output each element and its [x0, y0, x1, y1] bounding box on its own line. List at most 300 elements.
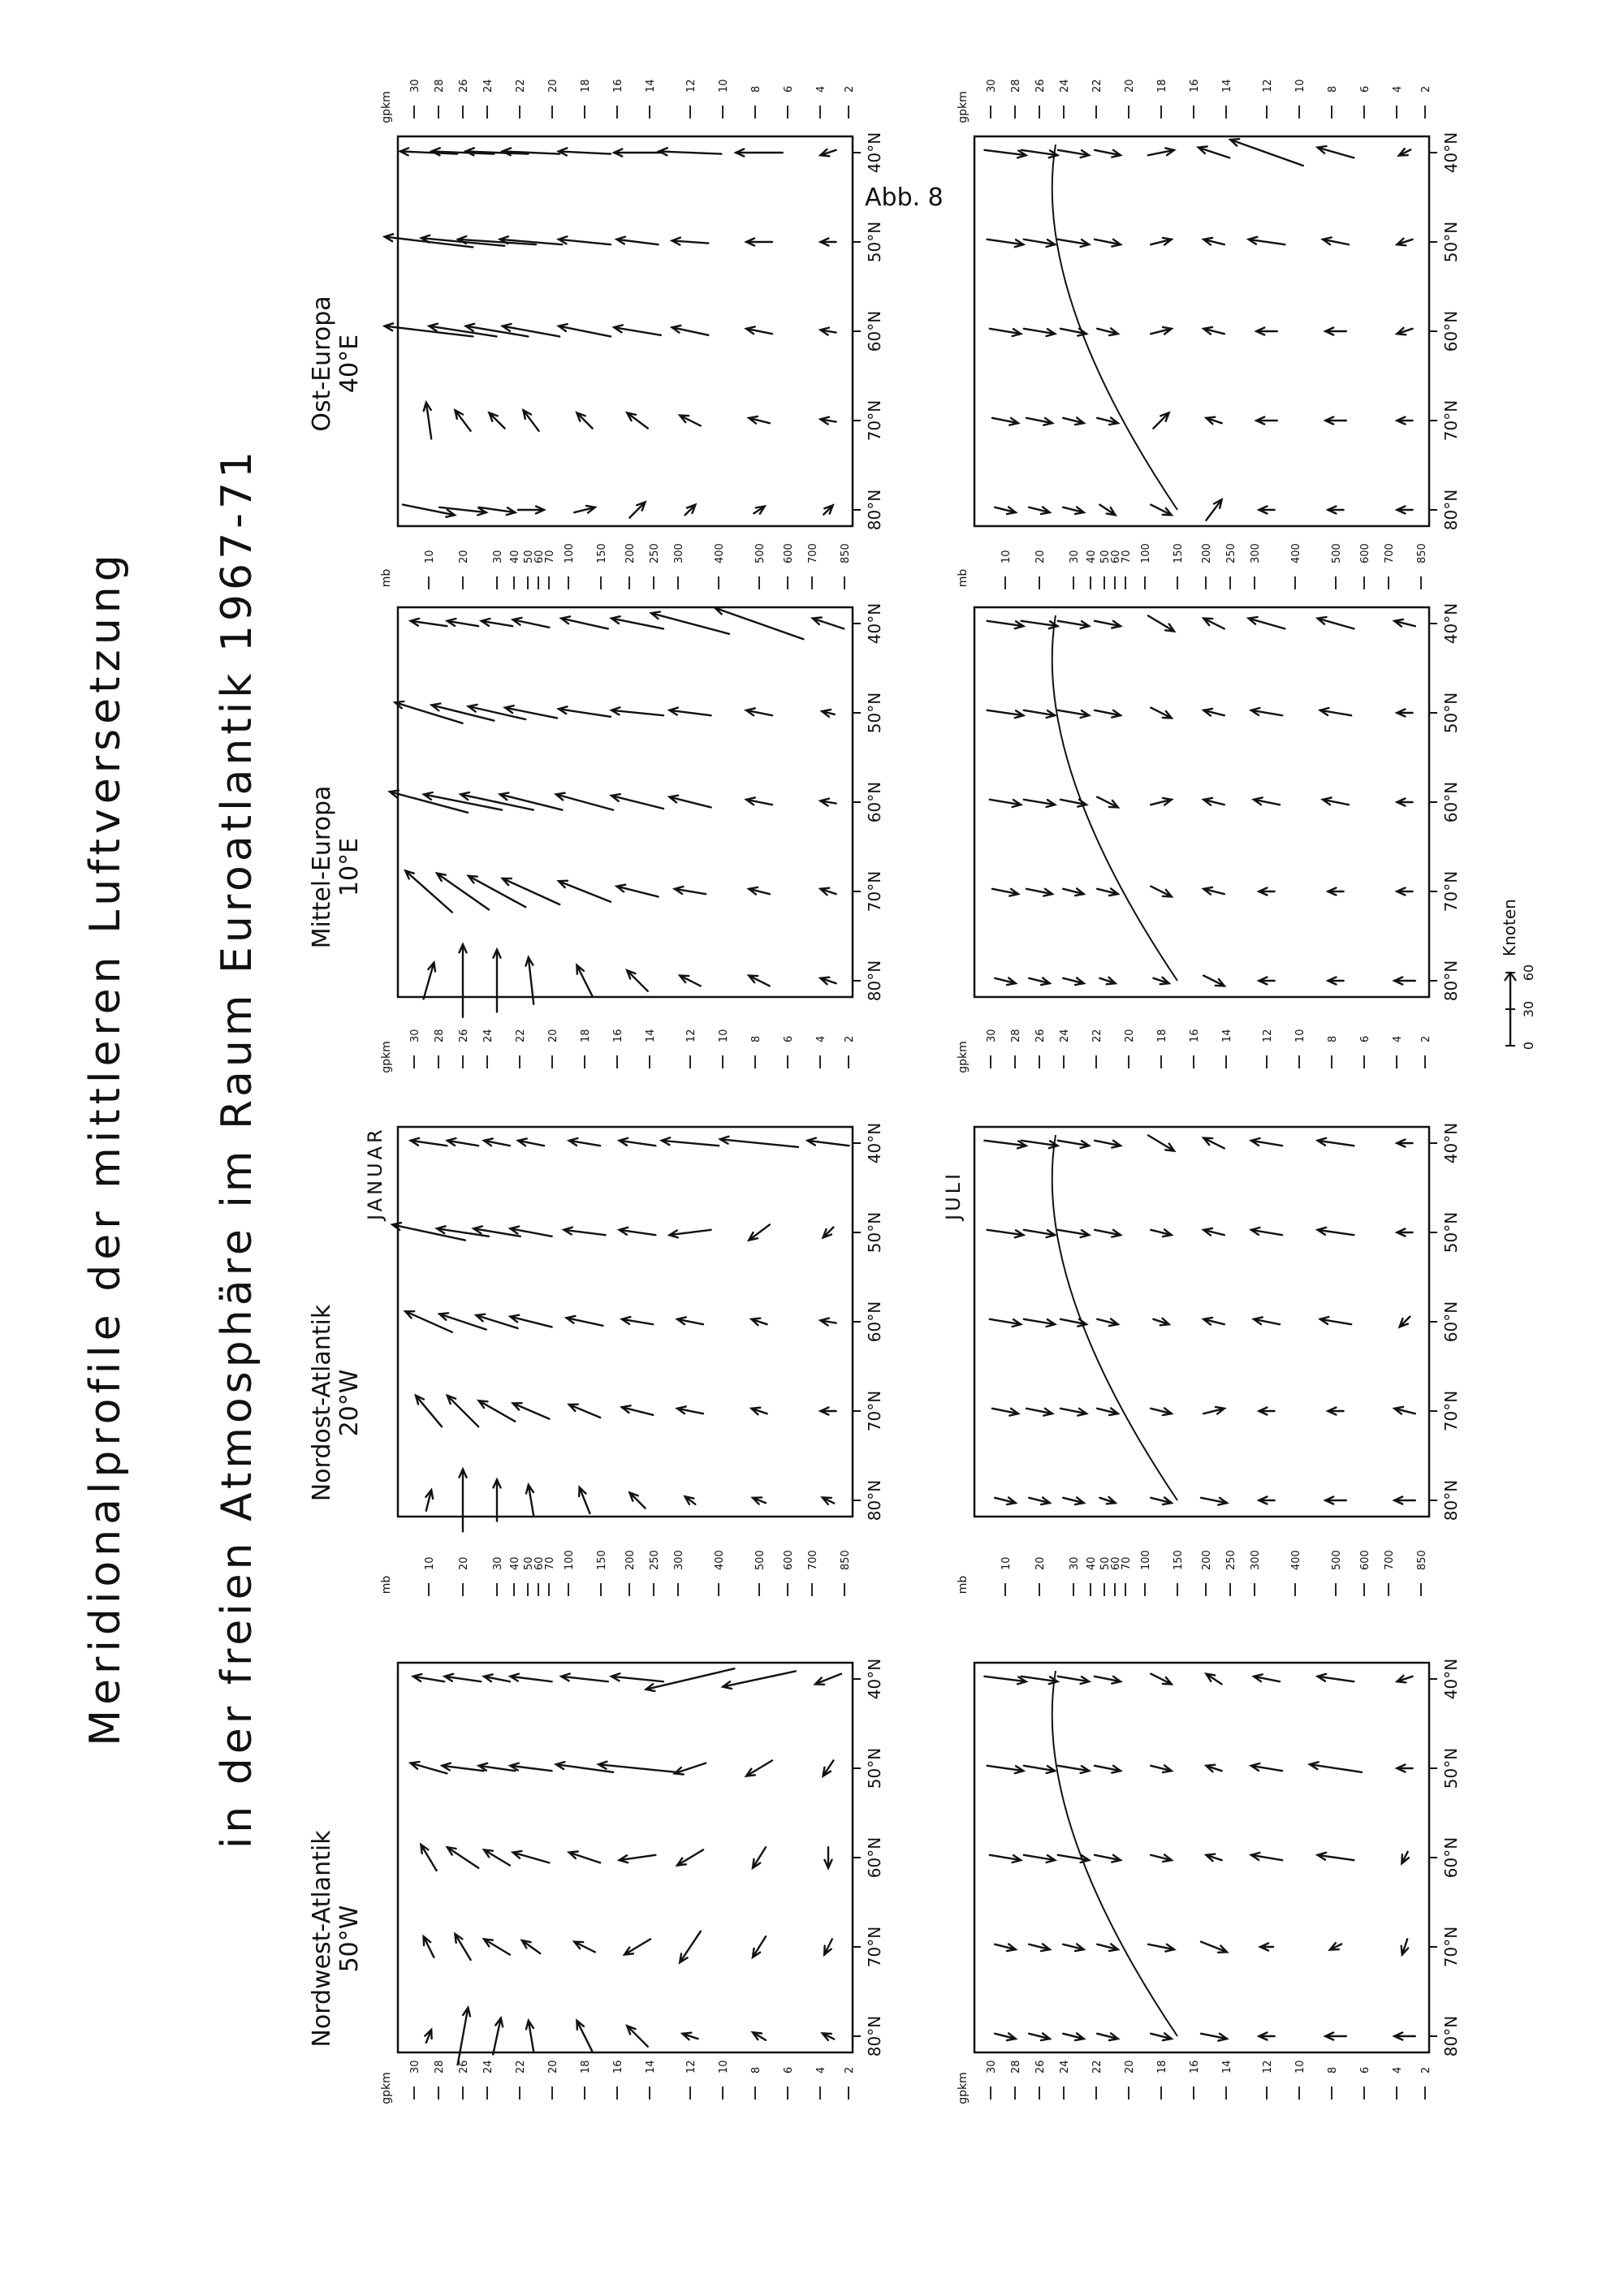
mb-tick-label: 600	[1359, 543, 1371, 563]
wind-vector	[823, 1228, 834, 1238]
lat-tick-label: 60°N	[1441, 781, 1461, 823]
wind-vector	[1097, 888, 1118, 896]
gpkm-tick-label: 6	[1359, 85, 1371, 93]
wind-vector	[479, 1400, 516, 1422]
mb-tick-label: 300	[673, 1550, 685, 1570]
wind-vector	[1095, 621, 1121, 628]
wind-vector	[1095, 1677, 1121, 1684]
mb-tick-label: 300	[1250, 543, 1262, 563]
mb-tick-label: 70	[1121, 550, 1133, 563]
gpkm-tick-label: 24	[482, 79, 495, 93]
lat-tick-label: 40°N	[1441, 1122, 1461, 1164]
wind-vector	[622, 1405, 653, 1415]
gpkm-tick-label: 22	[1091, 2060, 1104, 2074]
wind-vector	[1026, 1409, 1052, 1416]
wind-vector	[598, 1762, 676, 1772]
mb-tick-label: 60	[533, 550, 546, 563]
wind-vector	[1095, 710, 1121, 718]
wind-vector	[494, 950, 501, 1012]
wind-vector	[458, 2008, 470, 2065]
mb-tick-label: 100	[1140, 543, 1152, 563]
wind-vector	[466, 324, 529, 337]
wind-vector	[753, 1847, 766, 1868]
wind-vector	[1097, 328, 1118, 335]
gpkm-tick-label: 12	[685, 2060, 698, 2074]
wind-vector	[577, 412, 592, 428]
wind-vector	[1397, 507, 1412, 514]
gpkm-tick-label: 20	[547, 79, 559, 93]
wind-vector	[990, 1319, 1021, 1327]
wind-vector	[1318, 1674, 1354, 1681]
wind-vector	[669, 708, 710, 716]
gpkm-tick-label: 14	[645, 2060, 657, 2074]
wind-vector	[1203, 238, 1224, 245]
wind-vector	[1063, 978, 1084, 985]
lat-tick-label: 80°N	[865, 2015, 884, 2057]
wind-vector	[460, 1470, 467, 1532]
mb-tick-label: 150	[596, 543, 608, 563]
lat-tick-label: 50°N	[865, 221, 884, 263]
mb-tick-label: 20	[1034, 550, 1047, 563]
wind-vector	[1397, 239, 1412, 246]
wind-vector	[995, 2033, 1016, 2040]
gpkm-tick-label: 20	[1124, 79, 1136, 93]
wind-vector	[746, 797, 772, 805]
scale-tick-label: 30	[1521, 1000, 1536, 1018]
wind-vector	[1097, 797, 1118, 808]
gpkm-tick-label: 8	[1327, 1035, 1339, 1042]
mb-tick-label: 250	[1225, 543, 1237, 563]
panel-juli-0	[974, 1663, 1437, 2052]
wind-vector	[669, 1230, 710, 1238]
mb-tick-label: 70	[544, 550, 556, 563]
wind-vector	[559, 148, 611, 155]
gpkm-tick-label: 20	[547, 1029, 559, 1042]
gpkm-tick-label: 12	[685, 1029, 698, 1042]
wind-vector	[616, 237, 658, 245]
gpkm-tick-label: 22	[1091, 1029, 1104, 1042]
wind-vector	[680, 416, 701, 426]
wind-vector	[1251, 1228, 1282, 1235]
wind-vector	[620, 1855, 656, 1862]
mb-tick-label: 20	[1034, 1556, 1047, 1570]
wind-vector	[992, 889, 1018, 896]
wind-vector	[984, 150, 1026, 158]
gpkm-tick-label: 4	[1392, 1035, 1404, 1042]
mb-tick-label: 40	[509, 1556, 521, 1570]
wind-vector	[1397, 1229, 1412, 1236]
wind-vector	[518, 1138, 544, 1146]
lat-tick-label: 40°N	[865, 1122, 884, 1164]
wind-vector	[659, 148, 722, 155]
wind-vector	[510, 1674, 551, 1682]
wind-vector	[518, 507, 544, 514]
mb-tick-label: 70	[544, 1556, 556, 1570]
wind-vector	[1254, 1317, 1280, 1324]
gpkm-tick-label: 16	[1189, 2060, 1201, 2074]
gpkm-tick-label: 10	[1294, 2060, 1307, 2074]
gpkm-tick-label: 12	[1262, 79, 1274, 93]
wind-vector	[992, 418, 1018, 425]
gpkm-tick-label: 28	[434, 2060, 446, 2074]
wind-vector	[1058, 710, 1089, 718]
wind-vector	[824, 1939, 832, 1954]
scale-unit-label: Knoten	[1500, 899, 1519, 956]
wind-vector	[1063, 2033, 1084, 2040]
lat-tick-label: 80°N	[865, 1479, 884, 1521]
wind-vector	[1148, 615, 1174, 631]
gpkm-tick-label: 6	[783, 2066, 795, 2074]
wind-vector	[1400, 1317, 1410, 1327]
lat-tick-label: 80°N	[1441, 1479, 1461, 1521]
lat-tick-label: 70°N	[1441, 399, 1461, 442]
wind-vector	[1203, 1138, 1224, 1149]
wind-vector	[751, 1408, 767, 1415]
gpkm-tick-label: 16	[1189, 79, 1201, 93]
gpkm-tick-label: 18	[1156, 2060, 1168, 2074]
wind-vector	[1251, 1763, 1282, 1771]
gpkm-tick-label: 30	[409, 2060, 421, 2074]
wind-vector	[753, 1936, 766, 1957]
wind-vector	[432, 704, 495, 721]
wind-vector	[503, 148, 559, 155]
region-longitude: 20°W	[335, 1369, 364, 1437]
mb-tick-label: 20	[458, 1556, 470, 1570]
mb-tick-label: 500	[1331, 543, 1343, 563]
wind-vector	[1201, 1942, 1227, 1953]
wind-vector	[561, 1674, 608, 1682]
gpkm-tick-label: 28	[1010, 79, 1022, 93]
wind-vector	[746, 708, 772, 715]
wind-vector	[460, 944, 467, 1017]
wind-vector	[1328, 507, 1343, 514]
wind-vector	[1058, 150, 1089, 158]
wind-vector	[627, 412, 648, 428]
wind-vector	[1254, 1674, 1280, 1681]
wind-vector	[1201, 1498, 1227, 1505]
mb-tick-label: 50	[1099, 1556, 1112, 1570]
wind-vector	[823, 1760, 834, 1776]
wind-vector	[484, 1939, 510, 1954]
wind-vector	[526, 2021, 533, 2052]
wind-vector	[1259, 1497, 1274, 1504]
wind-vector	[559, 706, 611, 717]
gpkm-tick-label: 18	[1156, 1029, 1168, 1042]
wind-vector	[616, 885, 658, 897]
gpkm-tick-label: 26	[458, 1029, 470, 1042]
wind-vector	[746, 326, 772, 334]
wind-vector	[614, 325, 661, 334]
wind-vector	[1058, 1677, 1089, 1684]
mb-tick-label: 250	[649, 1550, 661, 1570]
lat-tick-label: 70°N	[865, 1390, 884, 1432]
wind-vector	[424, 403, 431, 439]
mb-tick-label: 700	[1384, 543, 1396, 563]
mb-axis-title: mb	[380, 568, 393, 588]
tropopause-curve	[1052, 1671, 1177, 2036]
wind-vector	[445, 1674, 482, 1681]
wind-vector	[455, 410, 470, 431]
wind-vector	[627, 2026, 648, 2047]
lat-tick-label: 70°N	[1441, 870, 1461, 913]
wind-vector	[1203, 887, 1224, 895]
wind-vector	[822, 710, 835, 717]
wind-vector	[611, 1673, 663, 1681]
wind-vector	[1397, 328, 1412, 335]
lat-tick-label: 60°N	[865, 781, 884, 823]
lat-tick-label: 50°N	[1441, 1211, 1461, 1254]
mb-tick-label: 500	[754, 543, 767, 563]
wind-vector	[1394, 2033, 1415, 2040]
gpkm-tick-label: 18	[1156, 79, 1168, 93]
wind-vector	[1320, 1317, 1351, 1324]
wind-vector	[651, 612, 729, 634]
gpkm-tick-label: 12	[1262, 1029, 1274, 1042]
wind-vector	[1058, 1230, 1089, 1237]
wind-vector	[1148, 1944, 1174, 1952]
wind-vector	[1029, 1944, 1050, 1951]
mb-tick-label: 500	[1331, 1550, 1343, 1570]
lat-tick-label: 80°N	[1441, 2015, 1461, 2057]
mb-axis-title: mb	[380, 1575, 393, 1595]
gpkm-tick-label: 2	[1420, 2066, 1432, 2074]
wind-vector	[1397, 710, 1412, 717]
wind-vector	[1151, 1408, 1172, 1415]
wind-vector	[561, 616, 608, 628]
gpkm-tick-label: 14	[645, 79, 657, 93]
wind-vector	[1397, 888, 1412, 896]
wind-vector	[523, 410, 538, 431]
wind-vector	[995, 1497, 1016, 1504]
wind-vector	[820, 328, 836, 335]
gpkm-tick-label: 2	[1420, 85, 1432, 93]
gpkm-tick-label: 12	[1262, 2060, 1274, 2074]
gpkm-tick-label: 26	[458, 79, 470, 93]
gpkm-tick-label: 2	[1420, 1035, 1432, 1042]
tropopause-curve	[1052, 1135, 1177, 1500]
wind-vector	[995, 507, 1016, 514]
lat-tick-label: 60°N	[865, 310, 884, 352]
mb-tick-label: 50	[523, 1556, 535, 1570]
gpkm-axis-title: gpkm	[380, 1041, 393, 1073]
lat-tick-label: 80°N	[865, 960, 884, 1002]
wind-vector	[723, 1671, 796, 1689]
region-longitude: 40°E	[335, 334, 364, 394]
wind-vector	[1206, 1854, 1221, 1862]
wind-vector	[1063, 888, 1084, 896]
region-longitude: 10°E	[335, 837, 364, 897]
gpkm-tick-label: 22	[515, 2060, 527, 2074]
wind-vector	[990, 1855, 1021, 1862]
wind-vector	[577, 965, 592, 996]
gpkm-tick-label: 10	[1294, 79, 1307, 93]
gpkm-tick-label: 30	[986, 79, 998, 93]
wind-vector	[746, 239, 772, 246]
wind-vector	[442, 1763, 483, 1772]
gpkm-tick-label: 14	[1221, 2060, 1233, 2074]
gpkm-tick-label: 10	[718, 1029, 730, 1042]
wind-vector	[1323, 797, 1349, 805]
mb-tick-label: 60	[533, 1556, 546, 1570]
gpkm-tick-label: 26	[458, 2060, 470, 2074]
wind-vector	[1151, 1674, 1172, 1685]
wind-vector	[1029, 978, 1050, 985]
wind-vector	[1058, 621, 1089, 628]
wind-vector	[1203, 976, 1224, 986]
mb-tick-label: 10	[424, 550, 436, 563]
wind-vector	[1394, 1497, 1415, 1504]
gpkm-tick-label: 8	[750, 85, 762, 93]
wind-vector	[1024, 1230, 1055, 1237]
wind-vector	[395, 701, 462, 723]
wind-vector	[1097, 1318, 1118, 1326]
wind-vector	[622, 1317, 653, 1324]
wind-vector	[677, 1849, 703, 1865]
wind-vector	[677, 1406, 703, 1413]
wind-vector	[484, 1849, 510, 1865]
panel-januar-2	[390, 607, 861, 1017]
wind-vector	[1323, 237, 1349, 244]
lat-tick-label: 80°N	[1441, 960, 1461, 1002]
wind-vector	[1397, 417, 1412, 425]
wind-vector	[577, 2021, 592, 2052]
wind-vector	[1095, 1141, 1121, 1148]
wind-vector	[1256, 417, 1277, 425]
wind-vector	[493, 2018, 503, 2055]
wind-vector	[662, 1137, 719, 1146]
wind-vector	[1095, 1230, 1121, 1237]
gpkm-tick-label: 6	[783, 1035, 795, 1042]
gpkm-tick-label: 28	[1010, 2060, 1022, 2074]
gpkm-tick-label: 2	[844, 2066, 856, 2074]
wind-vector	[1259, 507, 1274, 514]
gpkm-tick-label: 16	[612, 2060, 624, 2074]
gpkm-tick-label: 8	[750, 1035, 762, 1042]
gpkm-tick-label: 20	[1124, 2060, 1136, 2074]
wind-vector	[611, 707, 663, 715]
panel-juli-1	[974, 1127, 1437, 1517]
wind-vector	[620, 1228, 656, 1235]
wind-vector	[1402, 1939, 1409, 1954]
wind-vector	[1095, 1766, 1121, 1773]
wind-vector	[749, 1224, 770, 1240]
lat-tick-label: 50°N	[1441, 1747, 1461, 1789]
wind-vector	[567, 1316, 603, 1326]
wind-vector	[820, 888, 836, 896]
wind-vector	[1095, 150, 1121, 158]
wind-vector	[447, 1847, 478, 1868]
wind-vector	[564, 1228, 605, 1236]
mb-tick-label: 50	[523, 550, 535, 563]
gpkm-tick-label: 14	[1221, 1029, 1233, 1042]
wind-vector	[736, 149, 783, 157]
mb-tick-label: 700	[807, 543, 819, 563]
mb-tick-label: 40	[509, 550, 521, 563]
wind-vector	[411, 1138, 447, 1146]
gpkm-tick-label: 16	[612, 1029, 624, 1042]
wind-vector	[1397, 799, 1412, 806]
wind-vector	[1097, 2033, 1118, 2040]
gpkm-tick-label: 4	[815, 1035, 827, 1042]
lat-tick-label: 80°N	[865, 489, 884, 531]
scale-tick-label: 60	[1521, 964, 1536, 982]
wind-vector	[1026, 418, 1052, 425]
wind-vector	[675, 887, 706, 894]
wind-vector	[1206, 417, 1221, 425]
wind-vector	[455, 1934, 470, 1960]
figure-title-line1: Meridionalprofile der mittleren Luftversetzung	[81, 550, 130, 1746]
wind-vector	[1099, 505, 1115, 516]
wind-vector	[522, 1940, 540, 1953]
wind-vector	[503, 878, 559, 904]
panel-januar-3	[385, 136, 861, 526]
gpkm-tick-label: 2	[844, 85, 856, 93]
wind-vector	[1259, 1408, 1274, 1415]
wind-vector	[992, 1409, 1018, 1416]
wind-vector	[421, 1845, 436, 1871]
wind-vector	[494, 1479, 501, 1521]
mb-tick-label: 40	[1086, 550, 1098, 563]
wind-vector	[569, 1138, 600, 1146]
figure-title-line2: in der freien Atmosphäre im Raum Euroatlantik 1967-71	[213, 447, 261, 1849]
lat-tick-label: 50°N	[865, 1747, 884, 1789]
wind-vector	[559, 324, 611, 336]
wind-vector	[1021, 621, 1058, 628]
panel-januar-1	[392, 1127, 861, 1531]
mb-tick-label: 300	[673, 543, 685, 563]
wind-vector	[680, 976, 701, 986]
gpkm-tick-label: 20	[1124, 1029, 1136, 1042]
wind-vector	[1063, 1497, 1084, 1504]
gpkm-tick-label: 30	[409, 1029, 421, 1042]
lat-tick-label: 40°N	[865, 602, 884, 645]
wind-vector	[1318, 617, 1354, 628]
wind-vector	[1058, 1141, 1089, 1148]
wind-vector	[411, 619, 447, 626]
tropopause-curve	[1052, 615, 1177, 981]
gpkm-axis-title: gpkm	[957, 2072, 970, 2104]
wind-vector	[1151, 505, 1172, 516]
scale-tick-label: 0	[1521, 1041, 1536, 1051]
gpkm-tick-label: 8	[750, 2066, 762, 2074]
mb-tick-label: 150	[1173, 543, 1185, 563]
wind-vector	[1029, 2033, 1050, 2040]
wind-vector	[1397, 1140, 1412, 1147]
wind-vector	[1325, 2033, 1346, 2040]
wind-vector	[1024, 1319, 1055, 1327]
mb-tick-label: 400	[714, 1550, 726, 1570]
mb-tick-label: 850	[840, 543, 852, 563]
wind-vector	[1394, 978, 1415, 985]
wind-vector	[675, 1763, 706, 1775]
gpkm-axis-title: gpkm	[957, 1041, 970, 1073]
wind-vector	[820, 417, 836, 425]
wind-vector	[1203, 619, 1224, 629]
wind-vector	[749, 887, 770, 895]
lat-tick-label: 50°N	[865, 1211, 884, 1254]
lat-tick-label: 70°N	[865, 870, 884, 913]
mb-tick-label: 850	[1416, 1550, 1428, 1570]
mb-tick-label: 600	[783, 1550, 795, 1570]
wind-vector	[1254, 797, 1280, 805]
gpkm-axis-title: gpkm	[380, 2072, 393, 2104]
mb-tick-label: 100	[564, 543, 576, 563]
gpkm-tick-label: 26	[1034, 2060, 1047, 2074]
wind-vector	[1249, 237, 1285, 244]
wind-vector	[611, 616, 663, 628]
lat-tick-label: 70°N	[865, 399, 884, 442]
wind-vector	[1206, 1765, 1221, 1772]
